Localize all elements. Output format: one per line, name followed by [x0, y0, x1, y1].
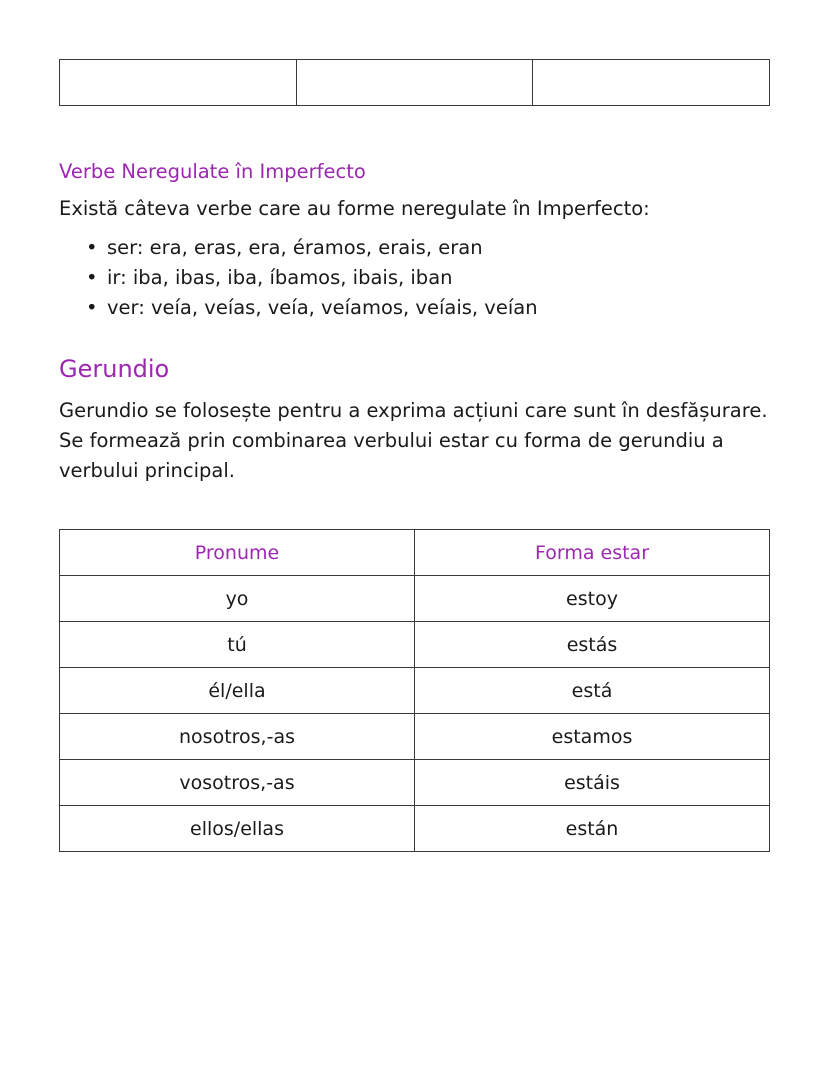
table-row: [60, 622, 770, 668]
list-item-text: ver: veía, veías, veía, veíamos, veíais, veían: [107, 296, 538, 319]
list-item-text: ser: era, eras, era, éramos, erais, eran: [107, 236, 483, 259]
form-cell: están: [415, 806, 770, 852]
table-row: [60, 668, 770, 714]
list-item: [59, 234, 538, 264]
pronoun-cell: nosotros,-as: [60, 714, 415, 760]
table-row: [60, 60, 770, 106]
list-item: [59, 294, 538, 324]
table-row: [60, 576, 770, 622]
list-item: [59, 264, 538, 294]
table-row: [60, 806, 770, 852]
empty-table: [59, 59, 770, 106]
irregular-verbs-list: [59, 234, 538, 324]
gerundio-paragraph: Gerundio se folosește pentru a exprima acțiuni care sunt în desfășurare. Se formează prin combinarea verbului estar cu forma de gerundiu a verbului principal.: [59, 399, 768, 482]
gerundio-heading: Gerundio: [59, 355, 170, 383]
table-cell: [533, 60, 770, 106]
list-item-text: ir: iba, ibas, iba, íbamos, ibais, iban: [107, 266, 453, 289]
pronoun-cell: ellos/ellas: [60, 806, 415, 852]
bullet-icon: •: [86, 266, 98, 289]
pronoun-cell: yo: [60, 576, 415, 622]
table-row: [60, 714, 770, 760]
column-header-pronoun: Pronume: [60, 530, 415, 576]
estar-conjugation-table: [59, 529, 770, 852]
pronoun-cell: vosotros,-as: [60, 760, 415, 806]
bullet-icon: •: [86, 296, 98, 319]
table-cell: [296, 60, 533, 106]
form-cell: estoy: [415, 576, 770, 622]
form-cell: estáis: [415, 760, 770, 806]
table-header-row: [60, 530, 770, 576]
irregular-verbs-intro: Există câteva verbe care au forme neregulate în Imperfecto:: [59, 197, 650, 220]
table-cell: [60, 60, 297, 106]
table-row: [60, 760, 770, 806]
column-header-form: Forma estar: [415, 530, 770, 576]
form-cell: estamos: [415, 714, 770, 760]
form-cell: está: [415, 668, 770, 714]
form-cell: estás: [415, 622, 770, 668]
irregular-verbs-heading: Verbe Neregulate în Imperfecto: [59, 160, 366, 183]
pronoun-cell: él/ella: [60, 668, 415, 714]
pronoun-cell: tú: [60, 622, 415, 668]
bullet-icon: •: [86, 236, 98, 259]
